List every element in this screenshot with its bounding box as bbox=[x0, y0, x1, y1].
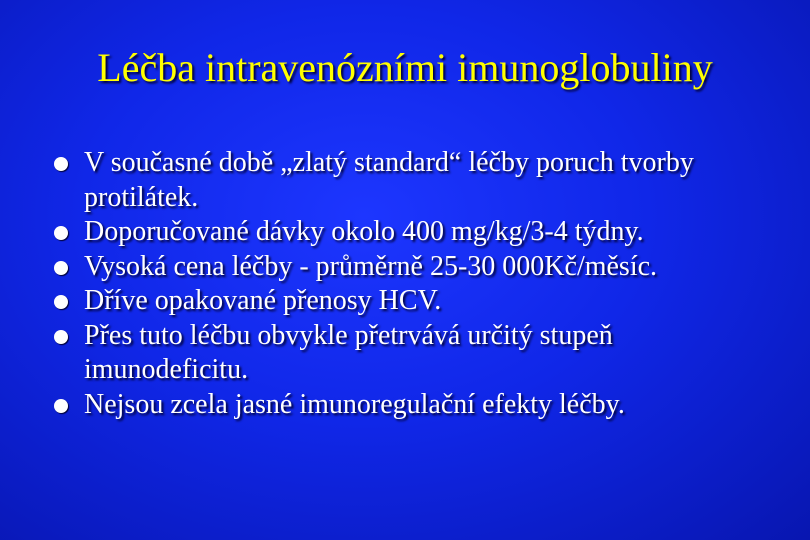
bullet-text: Vysoká cena léčby - průměrně 25-30 000Kč/měsíc. bbox=[84, 250, 658, 282]
bullet-text: V současné době „zlatý standard“ léčby poruch tvorby protilátek. bbox=[84, 147, 694, 213]
bullet-item bbox=[52, 319, 772, 388]
bullet-dot-icon bbox=[54, 226, 68, 240]
bullet-item bbox=[52, 215, 772, 250]
bullet-text: Nejsou zcela jasné imunoregulační efekty léčby. bbox=[84, 388, 625, 420]
bullet-dot-icon bbox=[54, 261, 68, 275]
bullet-text: Dříve opakované přenosy HCV. bbox=[84, 285, 442, 316]
bullet-text: Doporučované dávky okolo 400 mg/kg/3-4 týdny. bbox=[84, 216, 644, 247]
bullet-item bbox=[52, 250, 772, 285]
bullet-item bbox=[52, 284, 772, 319]
bullet-dot-icon bbox=[54, 330, 68, 344]
bullet-text: Přes tuto léčbu obvykle přetrvává určitý stupeň imunodeficitu. bbox=[84, 319, 613, 385]
slide-title: Léčba intravenózními imunoglobuliny bbox=[97, 45, 713, 90]
bullet-dot-icon bbox=[54, 399, 68, 413]
bullet-list bbox=[52, 146, 772, 422]
bullet-dot-icon bbox=[54, 157, 68, 171]
bullet-item bbox=[52, 146, 772, 215]
bullet-dot-icon bbox=[54, 295, 68, 309]
bullet-item bbox=[52, 388, 772, 423]
